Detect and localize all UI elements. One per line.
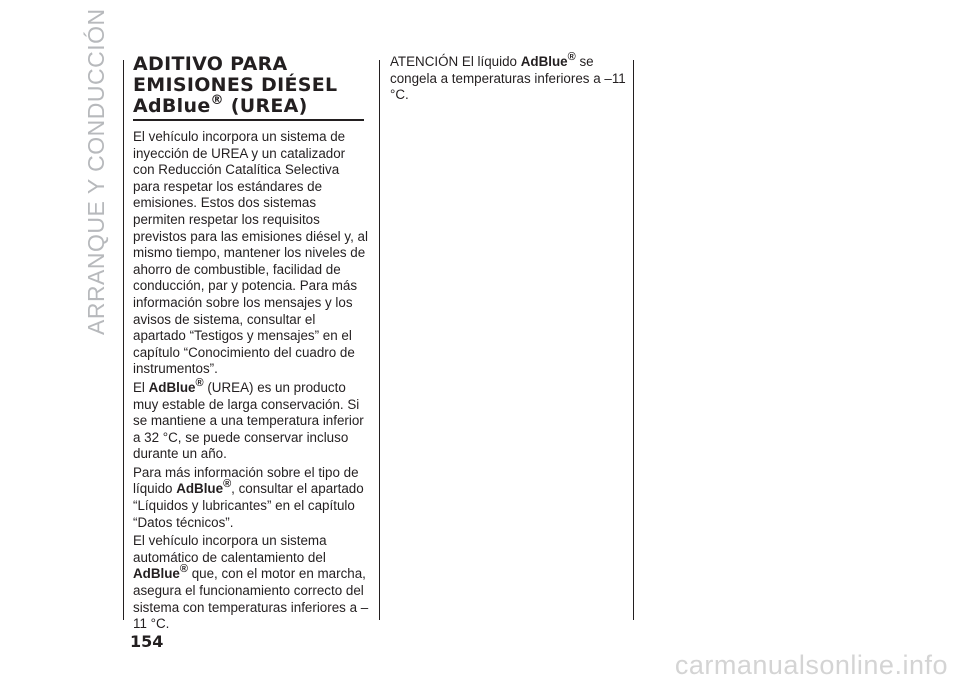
heading-line-1: ADITIVO PARA <box>133 53 288 75</box>
registered-mark: ® <box>223 478 232 491</box>
brand-adblue: AdBlue <box>520 54 568 69</box>
heading-registered-mark: ® <box>210 93 224 108</box>
heading-underline <box>133 119 364 121</box>
heading-brand: AdBlue <box>133 95 211 117</box>
registered-mark: ® <box>195 376 204 389</box>
page-number: 154 <box>130 632 164 651</box>
paragraph-intro: El vehículo incorpora un sistema de inyección de UREA y un catalizador con Reducción Catalítica Selectiva para respetar los estándares de emisiones. Estos dos sistemas permiten respetar los requisitos previstos para las emisiones diésel y, al mismo tiempo, mantener los niveles de ahorro de combustible, facilidad de conducción, par y potencia. Para más información sobre los mensajes y los avisos de sistema, consultar el apartado “Testigos y mensajes” en el capítulo “Conocimiento del cuadro de instrumentos”. <box>133 129 368 377</box>
chapter-side-title: ARRANQUE Y CONDUCCIÓN <box>83 8 109 335</box>
heading-line-2: EMISIONES DIÉSEL <box>133 74 338 96</box>
brand-adblue: AdBlue <box>133 566 180 582</box>
middle-column-divider <box>379 60 380 620</box>
section-heading <box>133 54 369 117</box>
registered-mark: ® <box>567 51 576 63</box>
watermark-text: carmanualsonline.info <box>674 650 948 680</box>
heading-suffix: (UREA) <box>223 95 308 117</box>
brand-adblue: AdBlue <box>148 379 196 395</box>
paragraph-fluid-type: Para más información sobre el tipo de líquido AdBlue®, consultar el apartado “Líquidos y lubricantes” en el capítulo “Datos técnicos”. <box>133 464 364 530</box>
left-column-divider <box>123 60 124 620</box>
paragraph-conservation: El AdBlue® (UREA) es un producto muy estable de larga conservación. Si se mantiene a una temperatura inferior a 32 °C, se puede conservar incluso durante un año. <box>133 376 364 462</box>
right-column-divider <box>633 60 634 620</box>
heading-line-3 <box>133 93 369 117</box>
middle-text-column <box>390 51 626 104</box>
paragraph-heating-system: El vehículo incorpora un sistema automático de calentamiento del AdBlue® que, con el motor en marcha, asegura el funcionamiento correcto del sistema con temperaturas inferiores a –11 °C. <box>133 533 369 632</box>
brand-adblue: AdBlue <box>176 481 224 497</box>
registered-mark: ® <box>179 563 188 576</box>
left-text-column <box>133 54 369 633</box>
warning-note: ATENCIÓN El líquido AdBlue® se congela a temperaturas inferiores a –11 °C. <box>390 51 626 103</box>
